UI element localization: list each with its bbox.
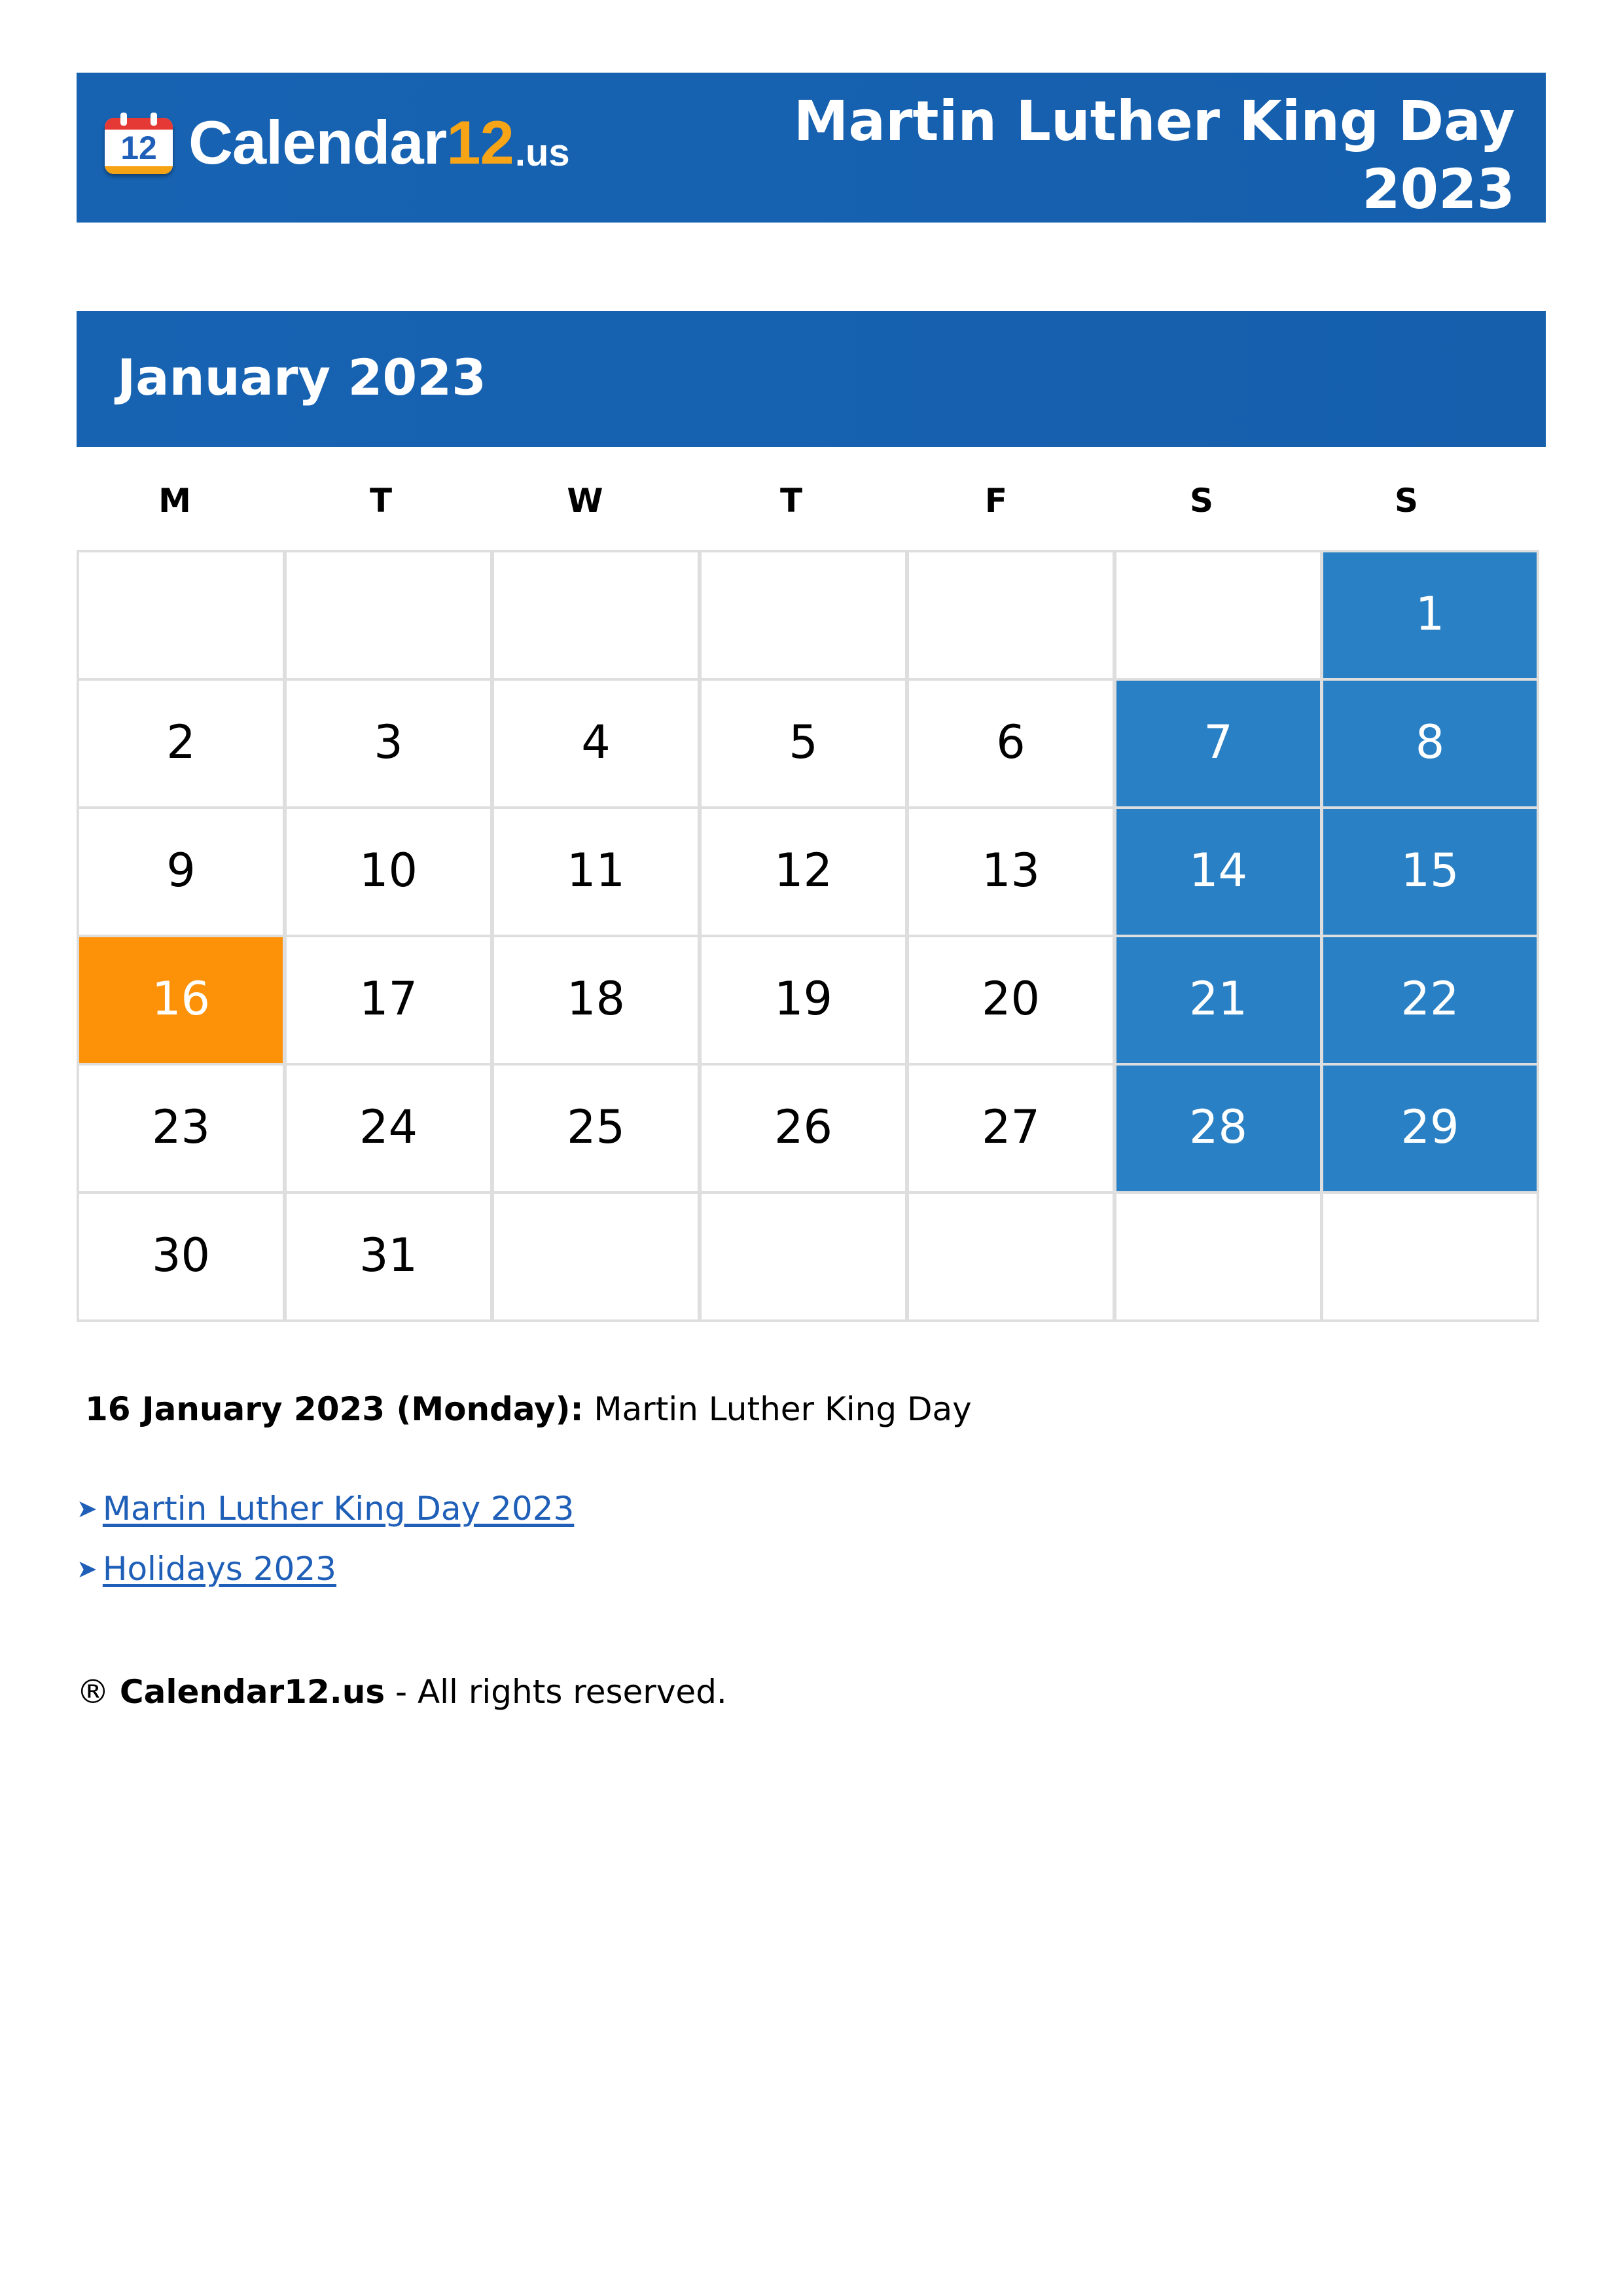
link-mlk-day-2023[interactable]: Martin Luther King Day 2023 [102, 1490, 575, 1528]
month-title: January 2023 [117, 348, 487, 406]
day-cell: 26 [699, 1063, 908, 1194]
link-holidays-2023[interactable]: Holidays 2023 [102, 1550, 336, 1588]
header-banner [77, 73, 1546, 223]
day-cell: 20 [906, 935, 1115, 1066]
weekday-label: S [1394, 482, 1418, 520]
day-cell: 10 [284, 806, 493, 937]
day-cell: 21 [1114, 935, 1323, 1066]
day-cell: 28 [1114, 1063, 1323, 1194]
logo-number: 12 [446, 108, 514, 177]
day-cell: 25 [491, 1063, 700, 1194]
day-cell: 30 [77, 1191, 285, 1322]
weekday-label: S [1189, 482, 1213, 520]
weekday-label: F [984, 482, 1008, 520]
weekday-label: T [779, 482, 803, 520]
calendar-grid [77, 550, 1539, 1321]
empty-day-cell [699, 550, 908, 681]
empty-day-cell [699, 1191, 908, 1322]
registered-icon: ® [77, 1673, 109, 1711]
calendar-icon [105, 111, 173, 174]
calendar-icon-number: 12 [120, 130, 157, 166]
logo-tld: .us [514, 132, 570, 174]
day-cell: 17 [284, 935, 493, 1066]
day-cell: 9 [77, 806, 285, 937]
weekday-label: M [158, 482, 191, 520]
weekday-label: W [567, 482, 603, 520]
holiday-day-cell: 16 [77, 935, 285, 1066]
arrow-right-icon: ➤ [77, 1554, 98, 1583]
day-cell: 6 [906, 678, 1115, 809]
empty-day-cell [906, 550, 1115, 681]
day-cell: 14 [1114, 806, 1323, 937]
day-cell: 19 [699, 935, 908, 1066]
day-cell: 5 [699, 678, 908, 809]
day-cell: 29 [1321, 1063, 1539, 1194]
day-cell: 1 [1321, 550, 1539, 681]
page-title: Martin Luther King Day 2023 [793, 89, 1515, 221]
site-logo[interactable] [105, 107, 570, 179]
logo-word: Calendar [188, 108, 447, 177]
empty-day-cell [906, 1191, 1115, 1322]
empty-day-cell [1114, 1191, 1323, 1322]
empty-day-cell [491, 1191, 700, 1322]
empty-day-cell [1114, 550, 1323, 681]
weekday-label: T [369, 482, 393, 520]
arrow-right-icon: ➤ [77, 1494, 98, 1523]
day-cell: 4 [491, 678, 700, 809]
footer-brand: Calendar12.us [119, 1673, 385, 1711]
empty-day-cell [284, 550, 493, 681]
day-cell: 3 [284, 678, 493, 809]
link-item [77, 1486, 574, 1532]
link-item [77, 1546, 336, 1592]
month-header [77, 311, 1546, 447]
empty-day-cell [1321, 1191, 1539, 1322]
holiday-date: 16 January 2023 (Monday): [85, 1390, 584, 1428]
empty-day-cell [77, 550, 285, 681]
day-cell: 15 [1321, 806, 1539, 937]
day-cell: 13 [906, 806, 1115, 937]
weekday-row [77, 471, 1543, 530]
day-cell: 24 [284, 1063, 493, 1194]
day-cell: 12 [699, 806, 908, 937]
day-cell: 27 [906, 1063, 1115, 1194]
footer-text: - All rights reserved. [395, 1673, 727, 1711]
day-cell: 7 [1114, 678, 1323, 809]
day-cell: 31 [284, 1191, 493, 1322]
day-cell: 8 [1321, 678, 1539, 809]
day-cell: 18 [491, 935, 700, 1066]
day-cell: 11 [491, 806, 700, 937]
copyright-footer [77, 1669, 727, 1715]
day-cell: 23 [77, 1063, 285, 1194]
day-cell: 2 [77, 678, 285, 809]
day-cell: 22 [1321, 935, 1539, 1066]
holiday-note [85, 1386, 972, 1432]
empty-day-cell [491, 550, 700, 681]
holiday-name: Martin Luther King Day [594, 1390, 972, 1428]
